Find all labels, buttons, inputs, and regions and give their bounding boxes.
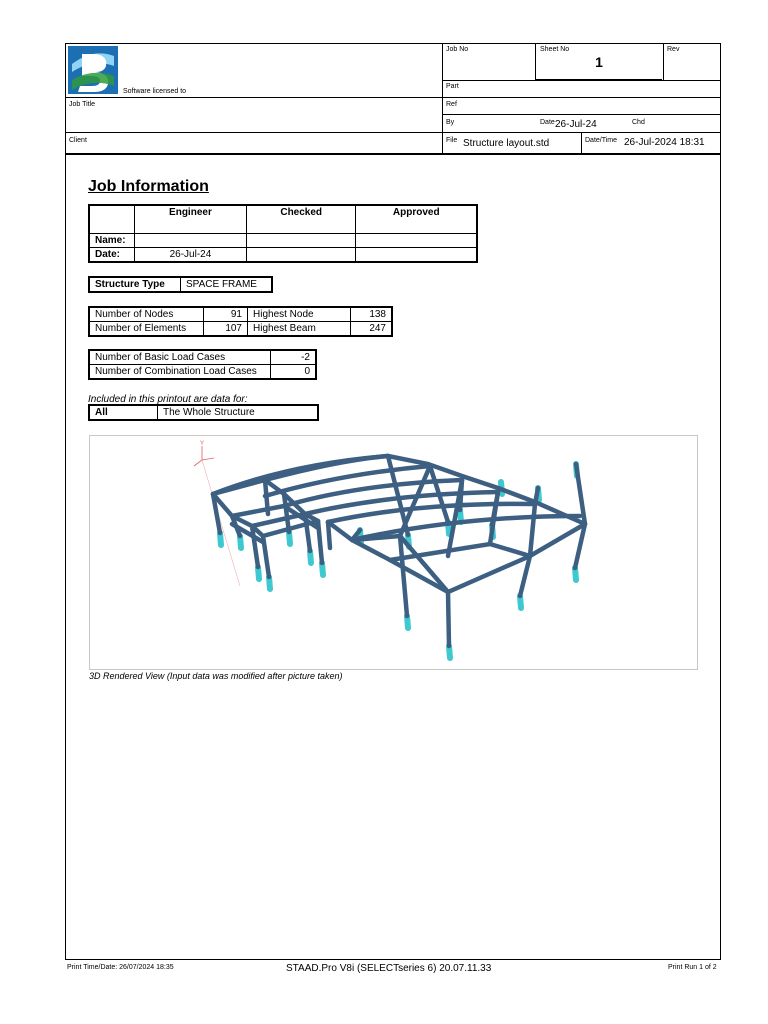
chd-label: Chd xyxy=(632,119,645,126)
cell xyxy=(356,233,477,247)
datetime-label: Date/Time xyxy=(585,137,618,144)
cell xyxy=(246,247,356,262)
by-label: By xyxy=(446,119,455,126)
licensed-label: Software licensed to xyxy=(123,88,187,95)
elements-value: 107 xyxy=(204,322,248,337)
nodes-value: 91 xyxy=(204,307,248,322)
header-line xyxy=(442,43,443,153)
header-line xyxy=(65,132,721,133)
file-value: Structure layout.std xyxy=(463,138,550,149)
highest-beam-value: 247 xyxy=(351,322,393,337)
rev-label: Rev xyxy=(667,46,680,53)
axis-label: Y xyxy=(200,441,205,447)
structure-type-label: Structure Type xyxy=(89,277,181,292)
job-info-heading: Job Information xyxy=(88,178,209,195)
client-label: Client xyxy=(69,137,87,144)
print-run: Print Run 1 of 2 xyxy=(668,964,717,971)
included-table xyxy=(88,404,319,421)
header-line xyxy=(65,97,442,98)
bentley-logo xyxy=(68,46,118,94)
file-label: File xyxy=(446,137,458,144)
highest-node-label: Highest Node xyxy=(248,307,351,322)
cell xyxy=(246,233,356,247)
highest-beam-label: Highest Beam xyxy=(248,322,351,337)
basic-value: -2 xyxy=(271,350,317,365)
engineer-date: 26-Jul-24 xyxy=(135,247,247,262)
structure-type-value: SPACE FRAME xyxy=(181,277,273,292)
nodes-label: Number of Nodes xyxy=(89,307,204,322)
rendered-view xyxy=(89,435,698,670)
col-approved: Approved xyxy=(356,205,477,233)
cell xyxy=(135,233,247,247)
comb-value: 0 xyxy=(271,365,317,380)
job-no-label: Job No xyxy=(446,46,469,53)
print-time: Print Time/Date: 26/07/2024 18:35 xyxy=(67,964,174,971)
job-info-table xyxy=(88,204,478,263)
structure-type-table xyxy=(88,276,273,293)
included-scope: All xyxy=(89,405,158,420)
ref-label: Ref xyxy=(446,101,457,108)
header-line xyxy=(65,153,721,155)
job-title-label: Job Title xyxy=(69,101,96,108)
header-line xyxy=(663,43,664,80)
header-line xyxy=(581,132,582,153)
sheet-no-value: 1 xyxy=(595,54,603,70)
figure-caption: 3D Rendered View (Input data was modified after picture taken) xyxy=(89,671,343,681)
date-row-label: Date: xyxy=(89,247,135,262)
counts-table xyxy=(88,306,393,337)
corner-cell xyxy=(89,205,135,233)
software-version: STAAD.Pro V8i (SELECTseries 6) 20.07.11.33 xyxy=(286,963,492,974)
header-line xyxy=(442,80,721,81)
loads-table xyxy=(88,349,317,380)
name-label: Name: xyxy=(89,233,135,247)
header-line xyxy=(442,97,721,98)
date-label: Date xyxy=(540,119,555,126)
comb-label: Number of Combination Load Cases xyxy=(89,365,271,380)
header-line xyxy=(442,114,721,115)
highest-node-value: 138 xyxy=(351,307,393,322)
cell xyxy=(356,247,477,262)
basic-label: Number of Basic Load Cases xyxy=(89,350,271,365)
col-engineer: Engineer xyxy=(135,205,247,233)
frame-members xyxy=(213,456,585,646)
structure-3d-view xyxy=(90,436,697,669)
included-caption: Included in this printout are data for: xyxy=(88,394,248,405)
part-label: Part xyxy=(446,83,459,90)
sheet-no-label: Sheet No xyxy=(540,46,570,53)
axis-triad xyxy=(194,446,214,466)
datetime-value: 26-Jul-2024 18:31 xyxy=(624,137,705,148)
included-desc: The Whole Structure xyxy=(158,405,319,420)
date-value: 26-Jul-24 xyxy=(555,119,597,130)
elements-label: Number of Elements xyxy=(89,322,204,337)
col-checked: Checked xyxy=(246,205,356,233)
